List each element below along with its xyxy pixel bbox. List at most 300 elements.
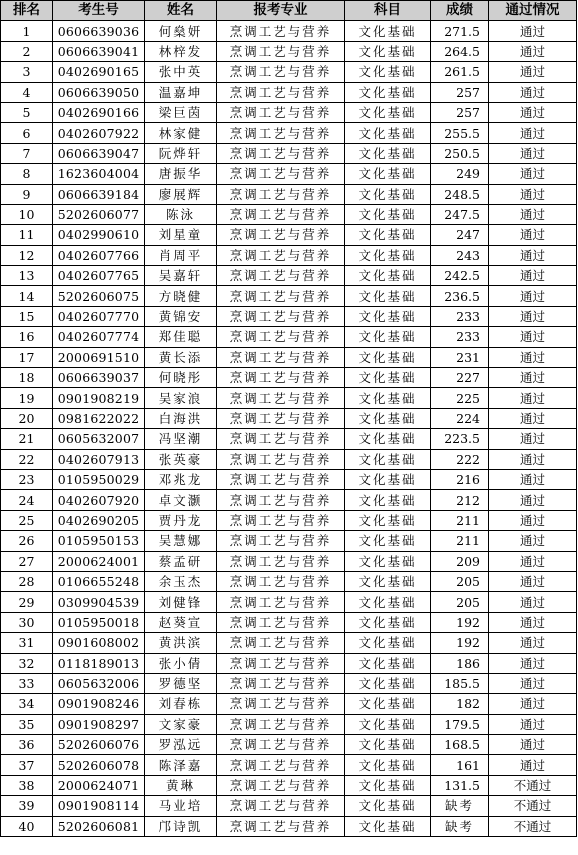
cell-name: 罗泓远 (145, 735, 217, 755)
cell-rank: 6 (1, 123, 53, 143)
cell-exam-id: 0402607765 (53, 266, 145, 286)
cell-status: 通过 (489, 735, 577, 755)
header-status: 通过情况 (489, 1, 577, 21)
cell-major: 烹调工艺与营养 (217, 531, 345, 551)
table-row (1, 184, 577, 204)
table-row (1, 347, 577, 367)
cell-score: 243 (431, 245, 489, 265)
cell-major: 烹调工艺与营养 (217, 592, 345, 612)
cell-exam-id: 2000624001 (53, 551, 145, 571)
cell-score: 缺考 (431, 796, 489, 816)
cell-major: 烹调工艺与营养 (217, 82, 345, 102)
table-row (1, 796, 577, 816)
table-row (1, 306, 577, 326)
table-row (1, 62, 577, 82)
cell-status: 通过 (489, 429, 577, 449)
cell-status: 通过 (489, 469, 577, 489)
cell-exam-id: 0402607774 (53, 327, 145, 347)
cell-status: 通过 (489, 123, 577, 143)
cell-status: 通过 (489, 551, 577, 571)
cell-status: 通过 (489, 653, 577, 673)
table-row (1, 633, 577, 653)
cell-status: 通过 (489, 82, 577, 102)
table-row (1, 449, 577, 469)
cell-name: 黄洪滨 (145, 633, 217, 653)
table-row (1, 286, 577, 306)
cell-score: 233 (431, 327, 489, 347)
cell-status: 通过 (489, 449, 577, 469)
cell-exam-id: 0901908114 (53, 796, 145, 816)
cell-subject: 文化基础 (345, 306, 431, 326)
cell-subject: 文化基础 (345, 286, 431, 306)
cell-exam-id: 0606639036 (53, 21, 145, 41)
cell-major: 烹调工艺与营养 (217, 816, 345, 836)
cell-subject: 文化基础 (345, 592, 431, 612)
cell-score: 216 (431, 469, 489, 489)
cell-name: 方晓健 (145, 286, 217, 306)
cell-score: 131.5 (431, 775, 489, 795)
cell-name: 贾丹龙 (145, 510, 217, 530)
cell-name: 陈泳 (145, 204, 217, 224)
cell-subject: 文化基础 (345, 510, 431, 530)
cell-name: 郑佳聪 (145, 327, 217, 347)
table-row (1, 225, 577, 245)
cell-major: 烹调工艺与营养 (217, 551, 345, 571)
cell-status: 通过 (489, 347, 577, 367)
table-row (1, 266, 577, 286)
cell-exam-id: 0402607770 (53, 306, 145, 326)
cell-score: 261.5 (431, 62, 489, 82)
cell-exam-id: 0309904539 (53, 592, 145, 612)
cell-major: 烹调工艺与营养 (217, 327, 345, 347)
table-row (1, 735, 577, 755)
cell-exam-id: 2000691510 (53, 347, 145, 367)
cell-name: 张英豪 (145, 449, 217, 469)
header-rank: 排名 (1, 1, 53, 21)
cell-subject: 文化基础 (345, 62, 431, 82)
cell-exam-id: 5202606075 (53, 286, 145, 306)
cell-subject: 文化基础 (345, 102, 431, 122)
cell-name: 廖展辉 (145, 184, 217, 204)
cell-status: 通过 (489, 694, 577, 714)
table-row (1, 102, 577, 122)
cell-rank: 9 (1, 184, 53, 204)
cell-status: 通过 (489, 204, 577, 224)
cell-exam-id: 0402990610 (53, 225, 145, 245)
cell-exam-id: 0105950029 (53, 469, 145, 489)
cell-rank: 13 (1, 266, 53, 286)
cell-exam-id: 5202606078 (53, 755, 145, 775)
table-row (1, 714, 577, 734)
cell-subject: 文化基础 (345, 164, 431, 184)
cell-score: 缺考 (431, 816, 489, 836)
table-body (1, 21, 577, 837)
cell-name: 吴嘉轩 (145, 266, 217, 286)
cell-subject: 文化基础 (345, 184, 431, 204)
cell-major: 烹调工艺与营养 (217, 204, 345, 224)
cell-status: 通过 (489, 286, 577, 306)
cell-name: 刘健锋 (145, 592, 217, 612)
cell-name: 冯坚潮 (145, 429, 217, 449)
table-row (1, 510, 577, 530)
cell-rank: 26 (1, 531, 53, 551)
cell-major: 烹调工艺与营养 (217, 286, 345, 306)
cell-rank: 40 (1, 816, 53, 836)
cell-name: 吴慧娜 (145, 531, 217, 551)
cell-major: 烹调工艺与营养 (217, 347, 345, 367)
cell-status: 通过 (489, 266, 577, 286)
cell-name: 林梓发 (145, 41, 217, 61)
cell-exam-id: 0981622022 (53, 408, 145, 428)
table-row (1, 612, 577, 632)
cell-status: 通过 (489, 755, 577, 775)
table-row (1, 123, 577, 143)
cell-major: 烹调工艺与营养 (217, 429, 345, 449)
cell-name: 阮烨轩 (145, 143, 217, 163)
cell-exam-id: 0118189013 (53, 653, 145, 673)
cell-status: 通过 (489, 368, 577, 388)
cell-status: 通过 (489, 510, 577, 530)
cell-subject: 文化基础 (345, 775, 431, 795)
cell-exam-id: 0402607920 (53, 490, 145, 510)
table-row (1, 551, 577, 571)
cell-exam-id: 0105950018 (53, 612, 145, 632)
cell-rank: 36 (1, 735, 53, 755)
cell-rank: 30 (1, 612, 53, 632)
cell-name: 赵葵宣 (145, 612, 217, 632)
cell-rank: 11 (1, 225, 53, 245)
cell-exam-id: 0402690166 (53, 102, 145, 122)
cell-subject: 文化基础 (345, 266, 431, 286)
cell-subject: 文化基础 (345, 735, 431, 755)
cell-major: 烹调工艺与营养 (217, 673, 345, 693)
cell-major: 烹调工艺与营养 (217, 653, 345, 673)
cell-rank: 39 (1, 796, 53, 816)
cell-exam-id: 5202606081 (53, 816, 145, 836)
cell-name: 黄长添 (145, 347, 217, 367)
table-row (1, 592, 577, 612)
table-row (1, 408, 577, 428)
cell-name: 文家豪 (145, 714, 217, 734)
cell-score: 223.5 (431, 429, 489, 449)
cell-status: 通过 (489, 143, 577, 163)
cell-major: 烹调工艺与营养 (217, 633, 345, 653)
table-row (1, 41, 577, 61)
cell-score: 212 (431, 490, 489, 510)
cell-exam-id: 0901908297 (53, 714, 145, 734)
cell-status: 不通过 (489, 816, 577, 836)
cell-score: 192 (431, 633, 489, 653)
header-id: 考生号 (53, 1, 145, 21)
cell-score: 250.5 (431, 143, 489, 163)
cell-rank: 2 (1, 41, 53, 61)
table-row (1, 245, 577, 265)
table-header (1, 1, 577, 21)
cell-exam-id: 0605632006 (53, 673, 145, 693)
cell-rank: 3 (1, 62, 53, 82)
cell-status: 通过 (489, 327, 577, 347)
cell-major: 烹调工艺与营养 (217, 164, 345, 184)
table-row (1, 755, 577, 775)
cell-score: 211 (431, 510, 489, 530)
cell-exam-id: 0402607913 (53, 449, 145, 469)
cell-subject: 文化基础 (345, 82, 431, 102)
cell-exam-id: 0402607766 (53, 245, 145, 265)
cell-major: 烹调工艺与营养 (217, 469, 345, 489)
cell-subject: 文化基础 (345, 755, 431, 775)
cell-name: 黄琳 (145, 775, 217, 795)
cell-status: 通过 (489, 62, 577, 82)
cell-score: 205 (431, 571, 489, 591)
cell-rank: 18 (1, 368, 53, 388)
cell-score: 231 (431, 347, 489, 367)
cell-score: 222 (431, 449, 489, 469)
cell-status: 通过 (489, 673, 577, 693)
table-row (1, 204, 577, 224)
cell-status: 通过 (489, 592, 577, 612)
cell-major: 烹调工艺与营养 (217, 490, 345, 510)
cell-status: 通过 (489, 225, 577, 245)
cell-rank: 8 (1, 164, 53, 184)
table-row (1, 469, 577, 489)
table-row (1, 653, 577, 673)
cell-rank: 4 (1, 82, 53, 102)
cell-rank: 10 (1, 204, 53, 224)
cell-subject: 文化基础 (345, 245, 431, 265)
cell-exam-id: 0105950153 (53, 531, 145, 551)
cell-subject: 文化基础 (345, 490, 431, 510)
cell-score: 257 (431, 82, 489, 102)
cell-rank: 23 (1, 469, 53, 489)
cell-score: 257 (431, 102, 489, 122)
cell-name: 唐振华 (145, 164, 217, 184)
cell-rank: 19 (1, 388, 53, 408)
cell-major: 烹调工艺与营养 (217, 368, 345, 388)
cell-rank: 15 (1, 306, 53, 326)
cell-status: 通过 (489, 571, 577, 591)
cell-major: 烹调工艺与营养 (217, 694, 345, 714)
cell-status: 通过 (489, 490, 577, 510)
table-row (1, 775, 577, 795)
cell-status: 通过 (489, 41, 577, 61)
cell-major: 烹调工艺与营养 (217, 571, 345, 591)
cell-subject: 文化基础 (345, 816, 431, 836)
cell-score: 211 (431, 531, 489, 551)
cell-status: 通过 (489, 164, 577, 184)
cell-name: 白海洪 (145, 408, 217, 428)
cell-subject: 文化基础 (345, 429, 431, 449)
cell-status: 通过 (489, 612, 577, 632)
cell-name: 马业培 (145, 796, 217, 816)
header-major: 报考专业 (217, 1, 345, 21)
cell-status: 通过 (489, 184, 577, 204)
cell-major: 烹调工艺与营养 (217, 796, 345, 816)
cell-status: 通过 (489, 531, 577, 551)
cell-name: 陈泽嘉 (145, 755, 217, 775)
cell-rank: 20 (1, 408, 53, 428)
cell-exam-id: 0402690205 (53, 510, 145, 530)
cell-rank: 1 (1, 21, 53, 41)
cell-major: 烹调工艺与营养 (217, 41, 345, 61)
cell-exam-id: 0106655248 (53, 571, 145, 591)
cell-rank: 34 (1, 694, 53, 714)
cell-major: 烹调工艺与营养 (217, 245, 345, 265)
cell-exam-id: 0901908246 (53, 694, 145, 714)
cell-rank: 28 (1, 571, 53, 591)
cell-subject: 文化基础 (345, 531, 431, 551)
cell-score: 227 (431, 368, 489, 388)
cell-name: 林家健 (145, 123, 217, 143)
cell-rank: 22 (1, 449, 53, 469)
cell-rank: 16 (1, 327, 53, 347)
cell-subject: 文化基础 (345, 123, 431, 143)
cell-score: 185.5 (431, 673, 489, 693)
cell-major: 烹调工艺与营养 (217, 102, 345, 122)
cell-exam-id: 2000624071 (53, 775, 145, 795)
cell-name: 梁巨茵 (145, 102, 217, 122)
cell-status: 通过 (489, 408, 577, 428)
cell-status: 通过 (489, 633, 577, 653)
cell-name: 吴家浪 (145, 388, 217, 408)
table-row (1, 143, 577, 163)
cell-major: 烹调工艺与营养 (217, 123, 345, 143)
cell-name: 刘星童 (145, 225, 217, 245)
cell-major: 烹调工艺与营养 (217, 388, 345, 408)
cell-subject: 文化基础 (345, 796, 431, 816)
cell-rank: 14 (1, 286, 53, 306)
cell-subject: 文化基础 (345, 408, 431, 428)
cell-subject: 文化基础 (345, 388, 431, 408)
cell-rank: 7 (1, 143, 53, 163)
header-row (1, 1, 577, 21)
cell-major: 烹调工艺与营养 (217, 225, 345, 245)
cell-rank: 17 (1, 347, 53, 367)
table-row (1, 368, 577, 388)
cell-exam-id: 0402607922 (53, 123, 145, 143)
header-subject: 科目 (345, 1, 431, 21)
cell-rank: 38 (1, 775, 53, 795)
cell-subject: 文化基础 (345, 673, 431, 693)
cell-subject: 文化基础 (345, 204, 431, 224)
cell-major: 烹调工艺与营养 (217, 510, 345, 530)
table-row (1, 571, 577, 591)
cell-score: 209 (431, 551, 489, 571)
cell-exam-id: 0402690165 (53, 62, 145, 82)
cell-score: 271.5 (431, 21, 489, 41)
cell-rank: 12 (1, 245, 53, 265)
cell-exam-id: 5202606077 (53, 204, 145, 224)
cell-exam-id: 0606639050 (53, 82, 145, 102)
cell-name: 温嘉坤 (145, 82, 217, 102)
cell-status: 不通过 (489, 775, 577, 795)
cell-score: 248.5 (431, 184, 489, 204)
cell-major: 烹调工艺与营养 (217, 266, 345, 286)
cell-status: 通过 (489, 306, 577, 326)
cell-score: 233 (431, 306, 489, 326)
cell-status: 通过 (489, 21, 577, 41)
cell-exam-id: 0606639041 (53, 41, 145, 61)
cell-rank: 21 (1, 429, 53, 449)
cell-rank: 27 (1, 551, 53, 571)
cell-rank: 31 (1, 633, 53, 653)
cell-exam-id: 1623604004 (53, 164, 145, 184)
table-row (1, 816, 577, 836)
cell-subject: 文化基础 (345, 225, 431, 245)
cell-name: 黄锦安 (145, 306, 217, 326)
cell-major: 烹调工艺与营养 (217, 612, 345, 632)
table-row (1, 673, 577, 693)
cell-name: 何晓彤 (145, 368, 217, 388)
cell-subject: 文化基础 (345, 143, 431, 163)
cell-score: 192 (431, 612, 489, 632)
cell-rank: 24 (1, 490, 53, 510)
cell-score: 182 (431, 694, 489, 714)
cell-major: 烹调工艺与营养 (217, 449, 345, 469)
cell-major: 烹调工艺与营养 (217, 306, 345, 326)
cell-score: 205 (431, 592, 489, 612)
cell-major: 烹调工艺与营养 (217, 755, 345, 775)
cell-status: 不通过 (489, 796, 577, 816)
cell-exam-id: 5202606076 (53, 735, 145, 755)
cell-major: 烹调工艺与营养 (217, 714, 345, 734)
cell-subject: 文化基础 (345, 41, 431, 61)
cell-subject: 文化基础 (345, 347, 431, 367)
cell-exam-id: 0606639037 (53, 368, 145, 388)
cell-exam-id: 0606639184 (53, 184, 145, 204)
cell-subject: 文化基础 (345, 571, 431, 591)
cell-name: 张小倩 (145, 653, 217, 673)
cell-name: 邝诗凯 (145, 816, 217, 836)
cell-score: 264.5 (431, 41, 489, 61)
cell-score: 168.5 (431, 735, 489, 755)
cell-rank: 33 (1, 673, 53, 693)
cell-subject: 文化基础 (345, 694, 431, 714)
cell-score: 186 (431, 653, 489, 673)
cell-major: 烹调工艺与营养 (217, 21, 345, 41)
cell-score: 225 (431, 388, 489, 408)
cell-name: 刘春栋 (145, 694, 217, 714)
cell-name: 肖周平 (145, 245, 217, 265)
table-row (1, 82, 577, 102)
cell-score: 255.5 (431, 123, 489, 143)
cell-name: 邓兆龙 (145, 469, 217, 489)
header-name: 姓名 (145, 1, 217, 21)
table-row (1, 164, 577, 184)
table-row (1, 531, 577, 551)
cell-rank: 25 (1, 510, 53, 530)
table-row (1, 21, 577, 41)
cell-score: 247 (431, 225, 489, 245)
cell-subject: 文化基础 (345, 612, 431, 632)
cell-score: 224 (431, 408, 489, 428)
cell-score: 242.5 (431, 266, 489, 286)
table-row (1, 694, 577, 714)
cell-subject: 文化基础 (345, 551, 431, 571)
cell-subject: 文化基础 (345, 653, 431, 673)
cell-rank: 5 (1, 102, 53, 122)
cell-major: 烹调工艺与营养 (217, 62, 345, 82)
table-row (1, 327, 577, 347)
cell-rank: 29 (1, 592, 53, 612)
cell-subject: 文化基础 (345, 327, 431, 347)
cell-major: 烹调工艺与营养 (217, 184, 345, 204)
cell-subject: 文化基础 (345, 449, 431, 469)
cell-name: 张中英 (145, 62, 217, 82)
cell-status: 通过 (489, 388, 577, 408)
cell-score: 161 (431, 755, 489, 775)
cell-exam-id: 0605632007 (53, 429, 145, 449)
cell-major: 烹调工艺与营养 (217, 408, 345, 428)
